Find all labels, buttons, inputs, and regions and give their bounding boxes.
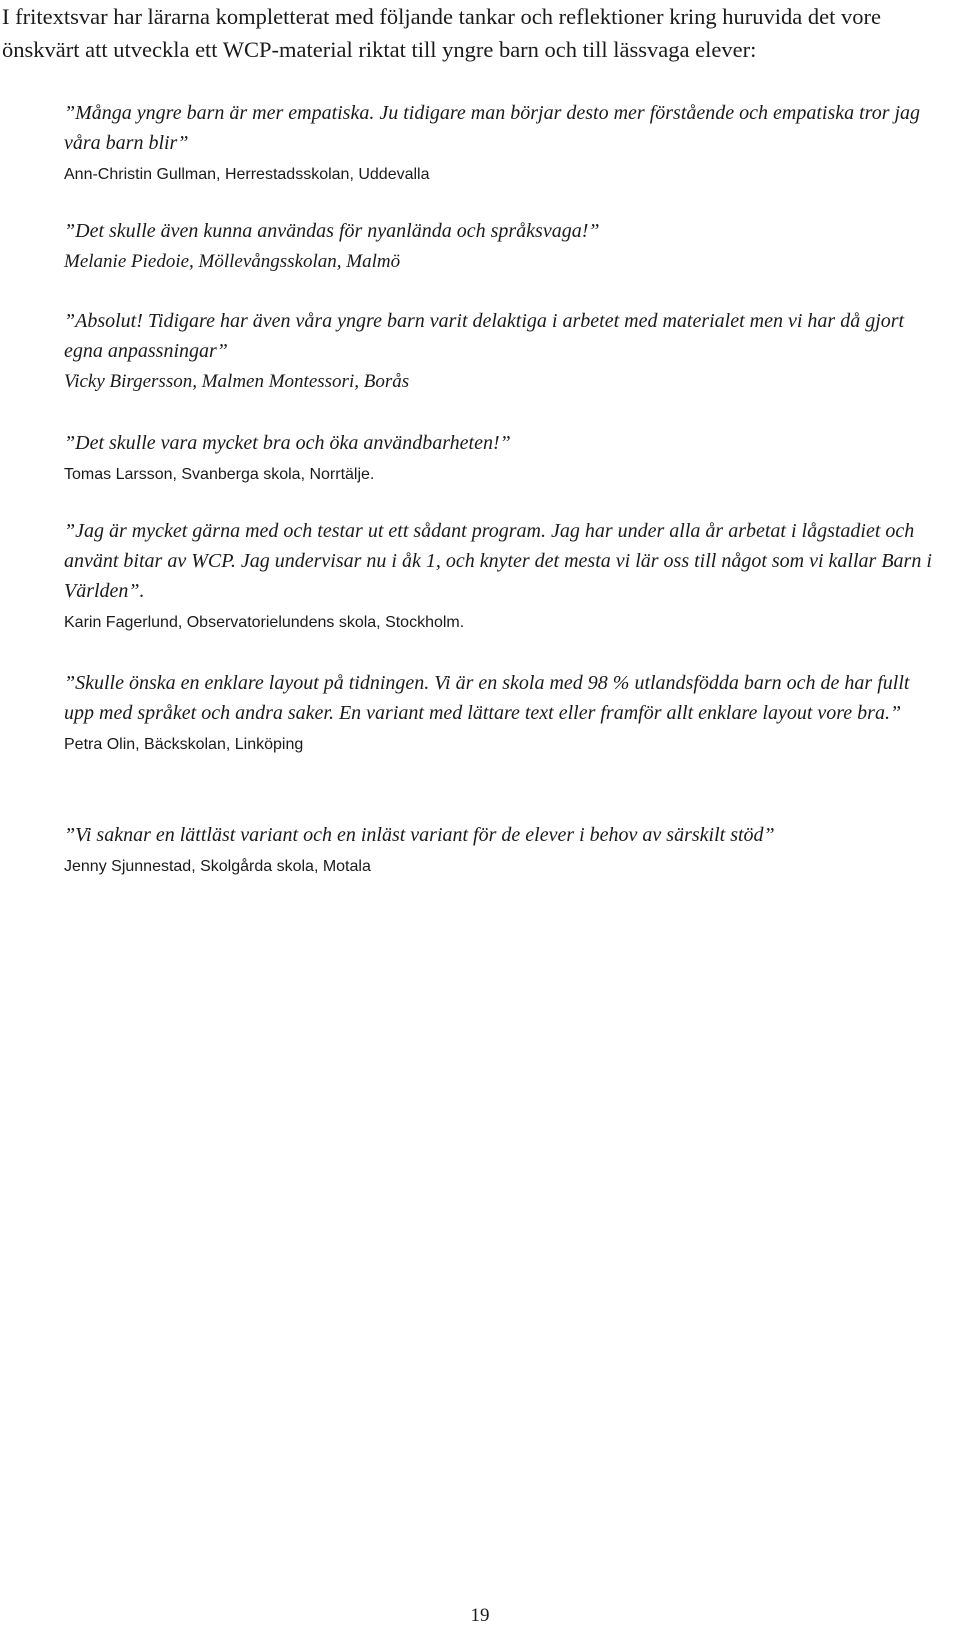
page-number: 19	[470, 1605, 490, 1626]
testimonial-quote: ”Skulle önska en enklare layout på tidningen. Vi är en skola med 98 % utlandsfödda barn och de har fullt upp med språket och andra saker. En variant med lättare text eller framför allt enklare layout vore bra.”	[64, 672, 910, 724]
testimonial	[64, 428, 511, 486]
intro-paragraph: I fritextsvar har lärarna kompletterat med följande tankar och reflektioner kring huruvida det vore önskvärt att utveckla ett WCP-material riktat till yngre barn och till lässvaga elever:	[2, 4, 882, 62]
testimonial-author: Tomas Larsson, Svanberga skola, Norrtälje.	[64, 466, 375, 483]
testimonial	[64, 216, 599, 275]
testimonial-quote: ”Jag är mycket gärna med och testar ut ett sådant program. Jag har under alla år arbetat i lågstadiet och använt bitar av WCP. Jag undervisar nu i åk 1, och knyter det mesta vi lär oss till något som vi kallar Barn i Världen”.	[64, 520, 932, 602]
testimonial-quote: ”Vi saknar en lättläst variant och en inläst variant för de elever i behov av särskilt stöd”	[64, 824, 775, 846]
testimonial-author: Melanie Piedoie, Möllevångsskolan, Malmö	[64, 251, 401, 272]
testimonial-quote: ”Det skulle även kunna användas för nyanlända och språksvaga!”	[64, 220, 600, 242]
testimonial-author: Karin Fagerlund, Observatorielundens skola, Stockholm.	[64, 614, 465, 631]
testimonial-quote: ”Absolut! Tidigare har även våra yngre barn varit delaktiga i arbetet med materialet men vi har då gjort egna anpassningar”	[64, 310, 905, 362]
testimonial-author: Ann-Christin Gullman, Herrestadsskolan, Uddevalla	[64, 166, 430, 183]
testimonial	[64, 98, 944, 186]
testimonial	[64, 516, 944, 634]
testimonial	[64, 820, 775, 878]
testimonial-author: Jenny Sjunnestad, Skolgårda skola, Motala	[64, 858, 371, 875]
testimonial-author: Vicky Birgersson, Malmen Montessori, Borås	[64, 371, 410, 392]
testimonial	[64, 668, 944, 756]
testimonial-quote: ”Det skulle vara mycket bra och öka användbarheten!”	[64, 432, 511, 454]
testimonial-quote: ”Många yngre barn är mer empatiska. Ju tidigare man börjar desto mer förstående och empatiska tror jag våra barn blir”	[64, 102, 921, 154]
testimonial	[64, 306, 944, 395]
testimonial-author: Petra Olin, Bäckskolan, Linköping	[64, 736, 304, 753]
